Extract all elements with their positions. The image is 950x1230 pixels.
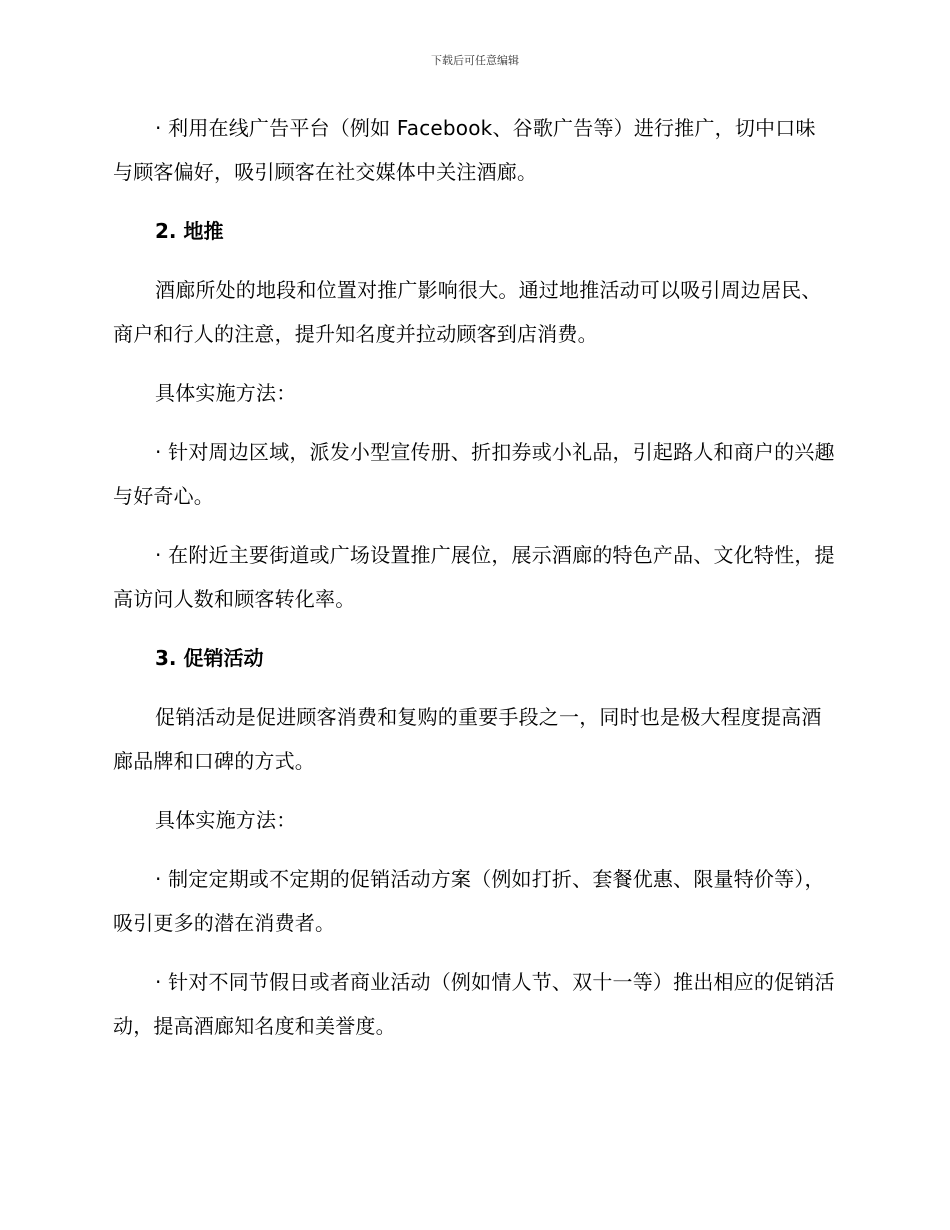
paragraph-ground-intro: 酒廊所处的地段和位置对推广影响很大。通过地推活动可以吸引周边居民、商户和行人的注意，提升知名度并拉动顾客到店消费。 bbox=[113, 278, 822, 346]
paragraph-methods-label-2: 具体实施方法： bbox=[155, 808, 297, 832]
section-heading-ground-promotion: 2. 地推 bbox=[155, 219, 224, 243]
paragraph-online-ads: · 利用在线广告平台（例如 Facebook、谷歌广告等）进行推广，切中口味与顾客偏好，吸引顾客在社交媒体中关注酒廊。 bbox=[113, 116, 816, 184]
document-body bbox=[113, 106, 835, 1063]
paragraph-booth: · 在附近主要街道或广场设置推广展位，展示酒廊的特色产品、文化特性，提高访问人数和顾客转化率。 bbox=[113, 543, 835, 611]
paragraph-promotion-plans: · 制定定期或不定期的促销活动方案（例如打折、套餐优惠、限量特价等），吸引更多的潜在消费者。 bbox=[113, 867, 825, 935]
paragraph-promotions-intro: 促销活动是促进顾客消费和复购的重要手段之一，同时也是极大程度提高酒廊品牌和口碑的方式。 bbox=[113, 705, 822, 773]
paragraph-methods-label: 具体实施方法： bbox=[155, 381, 297, 405]
paragraph-holiday-promotions: · 针对不同节假日或者商业活动（例如情人节、双十一等）推出相应的促销活动，提高酒廊知名度和美誉度。 bbox=[113, 970, 835, 1038]
section-heading-promotions: 3. 促销活动 bbox=[155, 646, 264, 670]
paragraph-flyers: · 针对周边区域，派发小型宣传册、折扣券或小礼品，引起路人和商户的兴趣与好奇心。 bbox=[113, 440, 835, 508]
page-header: 下载后可任意编辑 bbox=[431, 54, 519, 67]
